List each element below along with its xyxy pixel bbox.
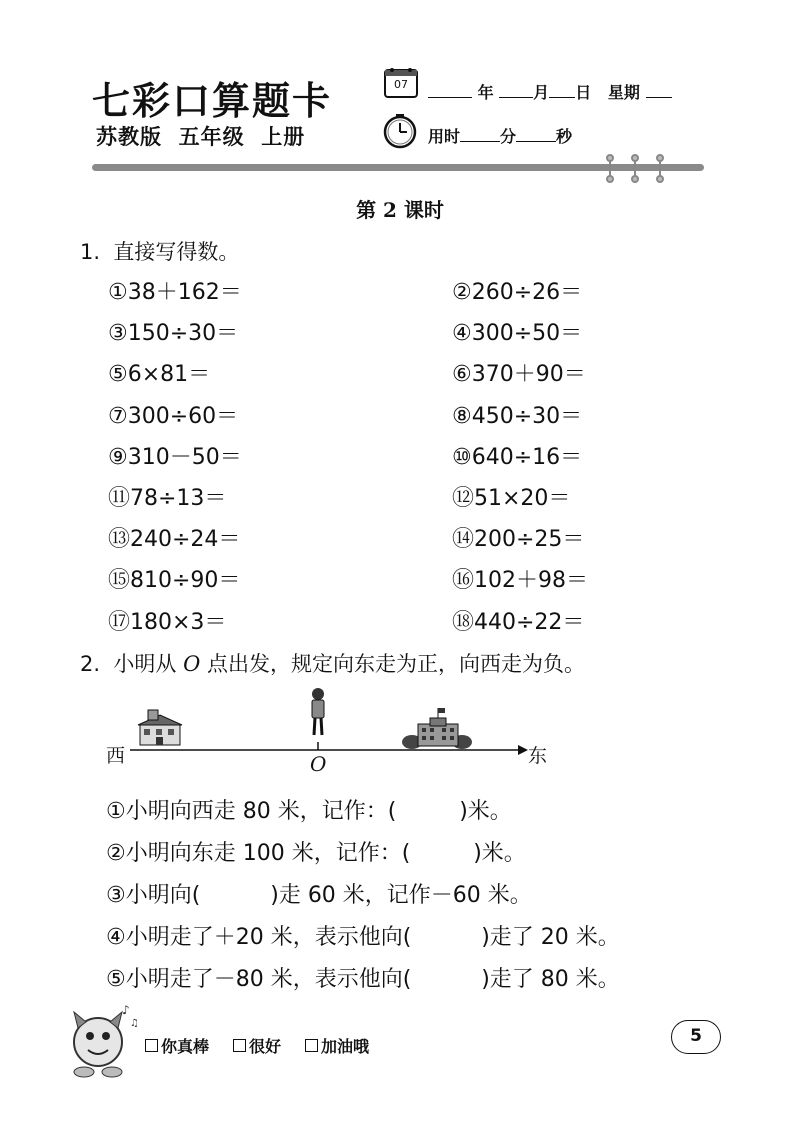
east-label: 东 <box>528 745 548 767</box>
checkbox[interactable] <box>145 1039 158 1052</box>
date-fill-line <box>428 80 672 103</box>
sub-question: ②小明向东走 100 米，记作：( )米。 <box>106 841 526 866</box>
school-icon <box>402 708 472 749</box>
month-blank[interactable] <box>499 83 533 98</box>
arithmetic-problem: ①38＋162＝ <box>108 280 242 305</box>
axis-arrow <box>518 745 528 755</box>
mascot-icon <box>64 1002 142 1082</box>
q2-heading-suffix: 点出发，规定向东走为正，向西走为负。 <box>200 652 585 676</box>
month-label: 月 <box>533 83 550 102</box>
rating-label: 很好 <box>249 1037 282 1056</box>
svg-text:♪: ♪ <box>122 1003 130 1017</box>
arithmetic-problem: ⑭200÷25＝ <box>452 527 585 552</box>
arithmetic-problem: ⑥370＋90＝ <box>452 362 586 387</box>
svg-text:♫: ♫ <box>130 1018 139 1029</box>
rating-label: 加油哦 <box>321 1037 370 1056</box>
question-1-heading: 1. 直接写得数。 <box>80 240 240 264</box>
checkbox[interactable] <box>305 1039 318 1052</box>
arithmetic-problem: ②260÷26＝ <box>452 280 583 305</box>
binder-rings-icon <box>600 154 670 184</box>
calendar-day: 07 <box>394 78 408 91</box>
q2-heading-prefix: 2. 小明从 <box>80 652 184 676</box>
edition-label: 苏教版 五年级 上册 <box>96 125 306 149</box>
arithmetic-problem: ⑩640÷16＝ <box>452 445 583 470</box>
time-used-label: 用时 <box>428 127 461 146</box>
house-icon <box>138 710 182 745</box>
rating-good[interactable] <box>233 1034 281 1057</box>
q2-heading-origin: O <box>183 652 201 676</box>
question-2-heading <box>80 648 585 678</box>
arithmetic-problem: ⑦300÷60＝ <box>108 404 239 429</box>
arithmetic-problem: ⑫51×20＝ <box>452 486 571 511</box>
west-label: 西 <box>106 745 126 767</box>
arithmetic-problem: ⑬240÷24＝ <box>108 527 241 552</box>
day-label: 日 <box>575 83 592 102</box>
sub-question: ①小明向西走 80 米，记作：( )米。 <box>106 799 512 824</box>
arithmetic-problem: ⑪78÷13＝ <box>108 486 227 511</box>
arithmetic-problem: ③150÷30＝ <box>108 321 239 346</box>
clock-icon <box>382 113 418 149</box>
lesson-title: 第 2 课时 <box>356 198 444 222</box>
minutes-blank[interactable] <box>460 127 500 142</box>
sub-question: ③小明向( )走 60 米，记作－60 米。 <box>106 883 532 908</box>
week-label: 星期 <box>607 83 640 102</box>
sub-question: ④小明走了＋20 米，表示他向( )走了 20 米。 <box>106 925 620 950</box>
year-label: 年 <box>477 83 494 102</box>
rating-great[interactable] <box>145 1034 209 1057</box>
sub-question: ⑤小明走了－80 米，表示他向( )走了 80 米。 <box>106 967 620 992</box>
arithmetic-problem: ⑨310－50＝ <box>108 445 242 470</box>
arithmetic-problem: ⑤6×81＝ <box>108 362 211 387</box>
week-blank[interactable] <box>646 83 672 98</box>
day-blank[interactable] <box>549 83 575 98</box>
minutes-label: 分 <box>500 127 517 146</box>
rating-label: 你真棒 <box>161 1037 210 1056</box>
brand-title: 七彩口算题卡 <box>92 79 333 123</box>
origin-label: O <box>310 752 327 776</box>
arithmetic-problem: ⑮810÷90＝ <box>108 568 241 593</box>
arithmetic-problem: ⑧450÷30＝ <box>452 404 583 429</box>
rating-keep-going[interactable] <box>305 1034 369 1057</box>
number-line-diagram <box>100 680 560 790</box>
time-fill-line <box>428 124 572 147</box>
arithmetic-problem: ④300÷50＝ <box>452 321 583 346</box>
year-blank[interactable] <box>428 83 472 98</box>
seconds-label: 秒 <box>556 127 573 146</box>
boy-icon <box>312 688 324 735</box>
arithmetic-problem: ⑯102＋98＝ <box>452 568 588 593</box>
arithmetic-problem: ⑱440÷22＝ <box>452 610 585 635</box>
seconds-blank[interactable] <box>516 127 556 142</box>
checkbox[interactable] <box>233 1039 246 1052</box>
page-number: 5 <box>671 1020 721 1054</box>
arithmetic-problem: ⑰180×3＝ <box>108 610 227 635</box>
calendar-icon <box>384 66 418 98</box>
